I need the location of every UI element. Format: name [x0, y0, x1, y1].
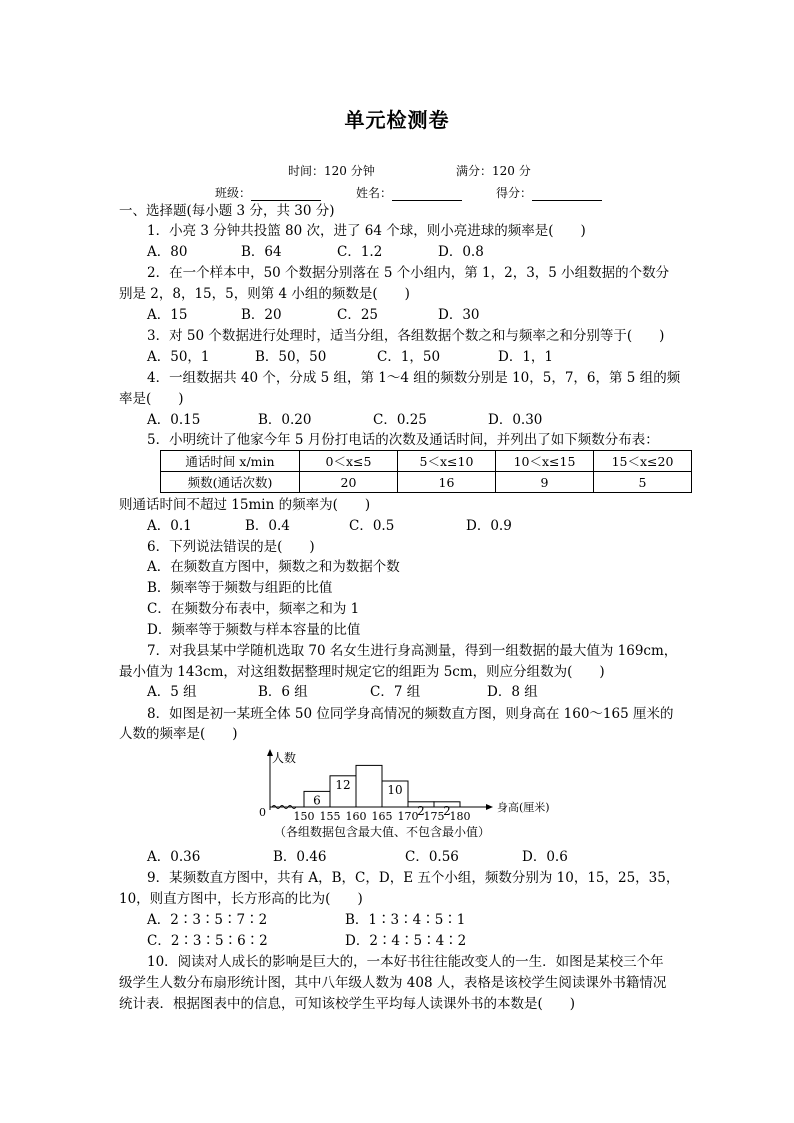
q1-option-c: C．1.2 [337, 244, 383, 260]
q4-option-d: D．0.30 [488, 412, 543, 428]
table-row-header [161, 451, 692, 472]
x-tick-label: 155 [319, 810, 341, 823]
q8-stem-line1: 8．如图是初一某班全体 50 位同学身高情况的频数直方图，则身高在 160～165 厘米的 [147, 706, 674, 722]
score-blank [532, 188, 602, 201]
q9-option-b: B．1∶3∶4∶5∶1 [345, 912, 466, 928]
q3-option-a: A．50，1 [147, 349, 210, 365]
bar-value-label: 2 [443, 803, 451, 818]
q9-stem-line1: 9．某频数直方图中，共有 A，B，C，D，E 五个小组，频数分别为 10，15，25，35， [147, 870, 680, 886]
x-tick-label: 180 [449, 810, 471, 823]
q5-option-b: B．0.4 [245, 518, 290, 534]
table-cell: 9 [496, 472, 594, 493]
name-label: 姓名： [356, 186, 393, 200]
table-cell: 5＜x≤10 [398, 451, 496, 472]
q7-option-c: C．7 组 [370, 684, 421, 700]
x-tick-labels [294, 810, 471, 823]
q3-stem: 3．对 50 个数据进行处理时，适当分组，各组数据个数之和与频率之和分别等于( ) [147, 328, 665, 344]
q9-option-a: A．2∶3∶5∶7∶2 [147, 912, 268, 928]
score-field [496, 184, 602, 201]
x-tick-label: 170 [397, 810, 419, 823]
q6-option-b: B．频率等于频数与组距的比值 [147, 580, 333, 596]
q3-option-c: C．1，50 [377, 349, 441, 365]
q6-stem: 6．下列说法错误的是( ) [147, 539, 315, 555]
q10-stem-line2: 级学生人数分布扇形统计图，其中八年级人数为 408 人，表格是该校学生阅读课外书籍情况 [119, 975, 667, 991]
table-cell: 16 [398, 472, 496, 493]
bar-value-label: 6 [313, 793, 321, 808]
q10-stem-line1: 10．阅读对人成长的影响是巨大的，一本好书往往能改变人的一生．如图是某校三个年 [147, 954, 664, 970]
q7-stem-line1: 7．对我县某中学随机选取 70 名女生进行身高测量，得到一组数据的最大值为 169cm， [147, 643, 678, 659]
q8-option-d: D．0.6 [522, 849, 568, 865]
x-axis-label: 身高(厘米) [497, 801, 550, 814]
q1-option-d: D．0.8 [438, 244, 484, 260]
q6-option-d: D．频率等于频数与样本容量的比值 [147, 622, 361, 638]
q5-option-d: D．0.9 [466, 518, 512, 534]
q5-option-c: C．0.5 [349, 518, 395, 534]
x-tick-label: 175 [423, 810, 445, 823]
q5-stem: 5．小明统计了他家今年 5 月份打电话的次数及通话时间，并列出了如下频数分布表： [147, 432, 659, 448]
bar-value-label: 12 [335, 777, 351, 792]
time-limit: 时间：120 分钟 [288, 164, 375, 178]
frequency-table [160, 450, 692, 493]
histogram-bar [356, 765, 382, 807]
q4-stem-line2: 率是( ) [119, 391, 184, 407]
q9-option-c: C．2∶3∶5∶6∶2 [147, 933, 268, 949]
q4-stem-line1: 4．一组数据共 40 个，分成 5 组，第 1～4 组的频数分别是 10，5，7，6，第 5 组的频 [147, 370, 681, 386]
q4-option-b: B．0.20 [258, 412, 312, 428]
q8-stem-line2: 人数的频率是( ) [119, 726, 238, 742]
q6-option-a: A．在频数直方图中，频数之和为数据个数 [147, 559, 400, 575]
q1-option-a: A．80 [147, 244, 188, 260]
q6-option-c: C．在频数分布表中，频率之和为 1 [147, 601, 360, 617]
table-cell: 通话时间 x/min [161, 451, 300, 472]
table-cell: 5 [594, 472, 692, 493]
bar-value-label: 2 [417, 803, 425, 818]
q1-stem: 1．小亮 3 分钟共投篮 80 次，进了 64 个球，则小亮进球的频率是( ) [147, 223, 586, 239]
class-blank [251, 188, 321, 201]
q2-option-a: A．15 [147, 307, 188, 323]
q8-option-b: B．0.46 [273, 849, 327, 865]
q9-option-d: D．2∶4∶5∶4∶2 [345, 933, 467, 949]
q2-option-b: B．20 [241, 307, 282, 323]
table-cell: 0＜x≤5 [300, 451, 398, 472]
q7-option-a: A．5 组 [147, 684, 197, 700]
x-tick-label: 160 [345, 810, 367, 823]
table-cell: 频数(通话次数) [161, 472, 300, 493]
q7-option-b: B．6 组 [258, 684, 308, 700]
name-field [356, 184, 462, 201]
q4-option-c: C．0.25 [373, 412, 427, 428]
page-title: 单元检测卷 [344, 108, 450, 132]
q2-stem-line1: 2．在一个样本中，50 个数据分别落在 5 个小组内，第 1，2，3，5 小组数据的个数分 [147, 265, 670, 281]
q10-stem-line3: 统计表．根据图表中的信息，可知该校学生平均每人读课外书的本数是( ) [119, 996, 576, 1012]
y-axis-label: 人数 [272, 751, 297, 765]
q7-option-d: D．8 组 [487, 684, 538, 700]
q4-option-a: A．0.15 [147, 412, 201, 428]
histogram-note: （各组数据包含最大值、不包含最小值） [274, 825, 491, 839]
q2-stem-line2: 别是 2，8，15，5，则第 4 小组的频数是( ) [119, 286, 410, 302]
table-row-data [161, 472, 692, 493]
class-field [215, 184, 321, 201]
section-heading: 一、选择题(每小题 3 分，共 30 分) [119, 203, 335, 219]
q2-option-c: C．25 [337, 307, 379, 323]
q2-option-d: D．30 [438, 307, 480, 323]
name-blank [392, 188, 462, 201]
q3-option-b: B．50，50 [255, 349, 327, 365]
q1-option-b: B．64 [241, 244, 282, 260]
x-axis-arrow [486, 804, 493, 810]
axis-break-mark [272, 806, 296, 809]
full-score: 满分：120 分 [456, 164, 531, 178]
q7-stem-line2: 最小值为 143cm，对这组数据整理时规定它的组距为 5cm，则应分组数为( ) [119, 664, 605, 680]
q8-option-a: A．0.36 [147, 849, 201, 865]
x-tick-label: 165 [371, 810, 393, 823]
table-cell: 20 [300, 472, 398, 493]
table-cell: 10＜x≤15 [496, 451, 594, 472]
origin-label: 0 [259, 806, 266, 819]
q9-stem-line2: 10，则直方图中，长方形高的比为( ) [119, 891, 363, 907]
height-histogram [256, 748, 550, 844]
q5-stem-line2: 则通话时间不超过 15min 的频率为( ) [119, 497, 371, 513]
table-cell: 15＜x≤20 [594, 451, 692, 472]
score-label: 得分： [496, 186, 533, 200]
class-label: 班级： [215, 186, 252, 200]
bar-value-label: 10 [387, 783, 403, 797]
q8-option-c: C．0.56 [405, 849, 459, 865]
q3-option-d: D．1，1 [498, 349, 554, 365]
q5-option-a: A．0.1 [147, 518, 192, 534]
x-tick-label: 150 [293, 810, 315, 823]
